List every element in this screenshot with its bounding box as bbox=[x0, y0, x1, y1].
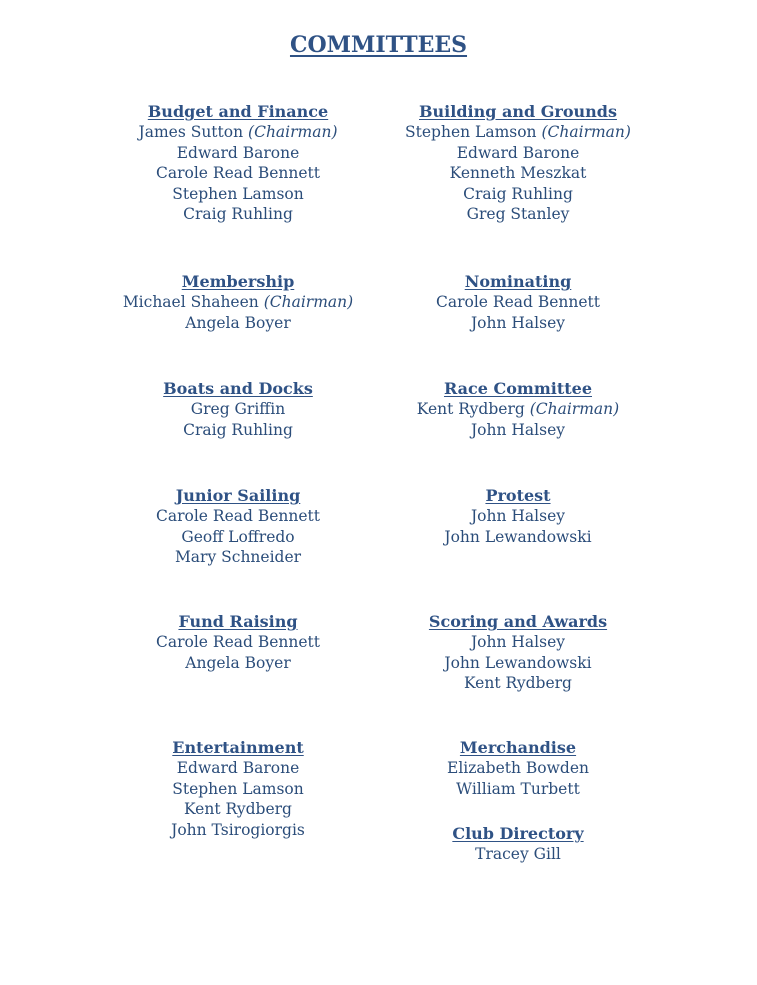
committee-merchandise bbox=[368, 738, 668, 799]
committee-member bbox=[88, 758, 388, 779]
committee-building-and-grounds bbox=[368, 102, 668, 225]
member-name: John Halsey bbox=[470, 313, 566, 332]
committee-member bbox=[88, 779, 388, 800]
committee-heading: Protest bbox=[485, 486, 551, 505]
committee-member bbox=[88, 653, 388, 674]
member-name: Tracey Gill bbox=[475, 845, 561, 863]
committee-member bbox=[88, 399, 388, 420]
committee-protest bbox=[368, 486, 668, 547]
member-name: Carole Read Bennett bbox=[156, 507, 320, 525]
committee-member bbox=[368, 313, 668, 334]
member-name: Kent Rydberg bbox=[416, 400, 525, 418]
member-name: John Halsey bbox=[470, 633, 566, 651]
committee-nominating bbox=[368, 272, 668, 333]
member-name: Craig Ruhling bbox=[183, 205, 293, 223]
member-name: Craig Ruhling bbox=[183, 420, 293, 439]
member-role: (Chairman) bbox=[248, 123, 338, 141]
committee-member bbox=[88, 313, 388, 334]
member-name: Edward Barone bbox=[456, 143, 580, 162]
committee-heading: Budget and Finance bbox=[147, 102, 329, 121]
committee-member bbox=[88, 143, 388, 164]
committee-member bbox=[368, 399, 668, 420]
member-name: Angela Boyer bbox=[185, 653, 291, 672]
committee-member bbox=[368, 632, 668, 653]
committee-member bbox=[368, 420, 668, 441]
committee-member bbox=[88, 292, 388, 313]
committee-member bbox=[368, 844, 668, 865]
member-name: Stephen Lamson bbox=[172, 779, 304, 798]
member-name: John Halsey bbox=[470, 420, 566, 439]
committee-club-directory bbox=[368, 824, 668, 865]
member-role: (Chairman) bbox=[529, 400, 620, 418]
member-name: Michael Shaheen bbox=[122, 293, 259, 311]
committee-heading: Scoring and Awards bbox=[428, 612, 608, 631]
committee-heading: Boats and Docks bbox=[163, 379, 313, 398]
member-name: William Turbett bbox=[456, 779, 580, 798]
committee-scoring-and-awards bbox=[368, 612, 668, 694]
committee-junior-sailing bbox=[88, 486, 388, 568]
member-name: Elizabeth Bowden bbox=[447, 759, 589, 777]
committee-heading: Fund Raising bbox=[178, 612, 298, 631]
committee-member bbox=[88, 632, 388, 653]
member-name: John Tsirogiorgis bbox=[171, 820, 305, 839]
member-name: Edward Barone bbox=[176, 759, 300, 777]
committee-member bbox=[88, 184, 388, 205]
committee-member bbox=[88, 204, 388, 225]
committee-member bbox=[368, 163, 668, 184]
committee-heading: Merchandise bbox=[459, 738, 577, 757]
committee-member bbox=[88, 799, 388, 820]
committee-entertainment bbox=[88, 738, 388, 840]
committee-boats-and-docks bbox=[88, 379, 388, 440]
member-name: Stephen Lamson bbox=[172, 184, 304, 203]
member-name: John Lewandowski bbox=[444, 527, 592, 546]
committee-member bbox=[88, 163, 388, 184]
committee-member bbox=[368, 506, 668, 527]
member-name: Kent Rydberg bbox=[184, 800, 292, 818]
committee-budget-and-finance bbox=[88, 102, 388, 225]
member-name: Greg Stanley bbox=[466, 205, 570, 223]
committee-member bbox=[88, 527, 388, 548]
member-name: Mary Schneider bbox=[174, 548, 302, 566]
member-role: (Chairman) bbox=[263, 293, 354, 311]
member-name: Greg Griffin bbox=[190, 400, 286, 418]
member-name: Carole Read Bennett bbox=[156, 633, 320, 651]
committee-heading: Club Directory bbox=[452, 824, 584, 843]
member-name: James Sutton bbox=[138, 123, 244, 141]
committee-membership bbox=[88, 272, 388, 333]
committee-member bbox=[368, 527, 668, 548]
committee-member bbox=[368, 673, 668, 694]
committee-member bbox=[88, 820, 388, 841]
member-name: Stephen Lamson bbox=[405, 123, 537, 141]
committee-member bbox=[368, 184, 668, 205]
member-name: Angela Boyer bbox=[185, 313, 291, 332]
committee-member bbox=[88, 506, 388, 527]
member-name: Craig Ruhling bbox=[463, 184, 573, 203]
page-title: COMMITTEES bbox=[289, 32, 468, 58]
member-name: John Lewandowski bbox=[444, 653, 592, 672]
committee-heading: Entertainment bbox=[172, 738, 304, 757]
member-name: John Halsey bbox=[470, 507, 566, 525]
committee-member bbox=[368, 204, 668, 225]
committee-heading: Race Committee bbox=[443, 379, 592, 398]
committee-member bbox=[88, 547, 388, 568]
committee-member bbox=[368, 292, 668, 313]
member-name: Geoff Loffredo bbox=[181, 527, 295, 546]
committee-member bbox=[368, 122, 668, 143]
member-name: Carole Read Bennett bbox=[156, 164, 320, 182]
committee-member bbox=[368, 758, 668, 779]
committee-member bbox=[368, 779, 668, 800]
member-name: Kenneth Meszkat bbox=[449, 164, 587, 182]
committee-heading: Junior Sailing bbox=[175, 486, 301, 505]
committee-heading: Building and Grounds bbox=[419, 102, 617, 121]
committee-member bbox=[368, 143, 668, 164]
committee-heading: Membership bbox=[181, 272, 295, 291]
committee-race-committee bbox=[368, 379, 668, 440]
committee-member bbox=[368, 653, 668, 674]
committee-member bbox=[88, 122, 388, 143]
member-name: Kent Rydberg bbox=[464, 674, 572, 692]
member-name: Edward Barone bbox=[176, 143, 300, 162]
member-name: Carole Read Bennett bbox=[436, 293, 600, 311]
committee-heading: Nominating bbox=[464, 272, 572, 291]
member-role: (Chairman) bbox=[541, 123, 631, 141]
committee-member bbox=[88, 420, 388, 441]
committee-fund-raising bbox=[88, 612, 388, 673]
